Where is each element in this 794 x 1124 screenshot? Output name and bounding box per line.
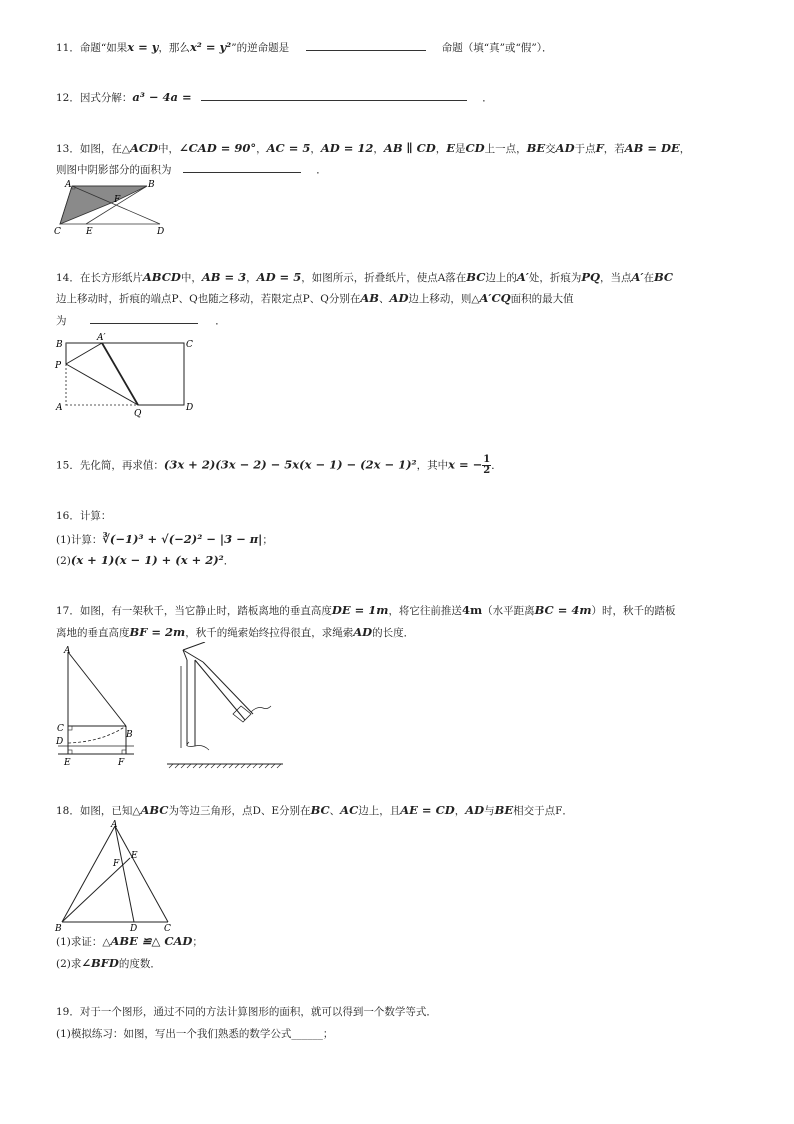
question-14-line3: 为 ． bbox=[56, 315, 226, 327]
question-18-part2: (2)求∠BFD的度数． bbox=[56, 956, 161, 970]
question-14: 14．在长方形纸片ABCD中，AB = 3，AD = 5，如图所示，折叠纸片，使点A落在BC边上的A′处，折痕为PQ，当点A′在BC bbox=[56, 270, 674, 284]
answer-blank[interactable] bbox=[201, 90, 467, 101]
label-E: E bbox=[86, 227, 93, 237]
label-D: D bbox=[186, 403, 194, 413]
label-F: F bbox=[114, 195, 121, 205]
q13-figure bbox=[52, 178, 172, 238]
answer-blank[interactable] bbox=[90, 313, 198, 324]
question-14-line2: 边上移动时，折痕的端点P、Q也随之移动，若限定点P、Q分别在AB、AD边上移动，则△A′CQ面积的最大值 bbox=[56, 291, 574, 305]
label-D: D bbox=[130, 924, 138, 934]
label-B: B bbox=[55, 924, 62, 934]
answer-blank[interactable] bbox=[306, 40, 426, 51]
question-15: 15．先化简，再求值：(3x + 2)(3x − 2) − 5x(x − 1) − (2x − 1)²，其中x = − $\frac{1}{2}$ ． bbox=[56, 454, 502, 476]
label-C: C bbox=[164, 924, 171, 934]
fraction-one-half: $\frac{1}{2}$ bbox=[483, 454, 491, 476]
question-16-part1: (1)计算：∛(−1)³ + √(−2)² − |3 − π|； bbox=[56, 532, 273, 546]
label-D: D bbox=[157, 227, 165, 237]
label-P: P bbox=[55, 361, 62, 371]
question-18-part1: (1)求证：△ABE ≌△ CAD； bbox=[56, 934, 203, 948]
label-A: A bbox=[64, 646, 71, 656]
q17-figure-swing-illustration bbox=[165, 642, 287, 772]
label-A: A bbox=[65, 180, 72, 190]
label-F: F bbox=[113, 859, 120, 869]
question-17-line2: 离地的垂直高度BF = 2m，秋千的绳索始终拉得很直，求绳索AD的长度． bbox=[56, 625, 415, 639]
question-13-line2: 则图中阴影部分的面积为 ． bbox=[56, 164, 327, 176]
question-17: 17．如图，有一架秋千，当它静止时，踏板离地的垂直高度DE = 1m，将它往前推送4m（水平距离BC = 4m）时，秋千的踏板 bbox=[56, 603, 676, 617]
answer-blank[interactable] bbox=[183, 162, 301, 173]
label-B: B bbox=[126, 730, 133, 740]
question-18: 18．如图，已知△ABC为等边三角形，点D、E分别在BC、AC边上，且AE = CD，AD与BE相交于点F． bbox=[56, 803, 573, 817]
q14-figure bbox=[50, 330, 210, 418]
label-C: C bbox=[186, 340, 193, 350]
shaded-region bbox=[60, 186, 147, 224]
label-B: B bbox=[148, 180, 155, 190]
label-C: C bbox=[54, 227, 61, 237]
label-E: E bbox=[131, 851, 138, 861]
question-11: 11．命题“如果x = y，那么x² = y²”的逆命题是 命题（填“真”或“假”）． bbox=[56, 40, 553, 54]
question-19-part1: (1)模拟练习：如图，写出一个我们熟悉的数学公式______； bbox=[56, 1028, 334, 1040]
label-Q: Q bbox=[134, 409, 142, 418]
q17-figure-geometry bbox=[52, 642, 142, 770]
label-C: C bbox=[57, 724, 64, 734]
label-A: A bbox=[111, 820, 118, 830]
label-A-prime: A′ bbox=[97, 333, 106, 343]
label-F: F bbox=[118, 758, 125, 768]
question-16-part2: (2)(x + 1)(x − 1) + (x + 2)²． bbox=[56, 553, 235, 567]
question-13: 13．如图，在△ACD中，∠CAD = 90°，AC = 5，AD = 12，AB ∥ CD，E是CD上一点，BE交AD于点F，若AB = DE， bbox=[56, 141, 691, 155]
label-D: D bbox=[56, 737, 64, 747]
question-19: 19．对于一个图形，通过不同的方法计算图形的面积，就可以得到一个数学等式． bbox=[56, 1006, 437, 1018]
label-E: E bbox=[64, 758, 71, 768]
question-16: 16．计算： bbox=[56, 510, 112, 522]
q18-figure bbox=[50, 818, 180, 934]
question-12: 12．因式分解：a³ − 4a = ． bbox=[56, 90, 493, 104]
label-A: A bbox=[56, 403, 63, 413]
label-B: B bbox=[56, 340, 63, 350]
